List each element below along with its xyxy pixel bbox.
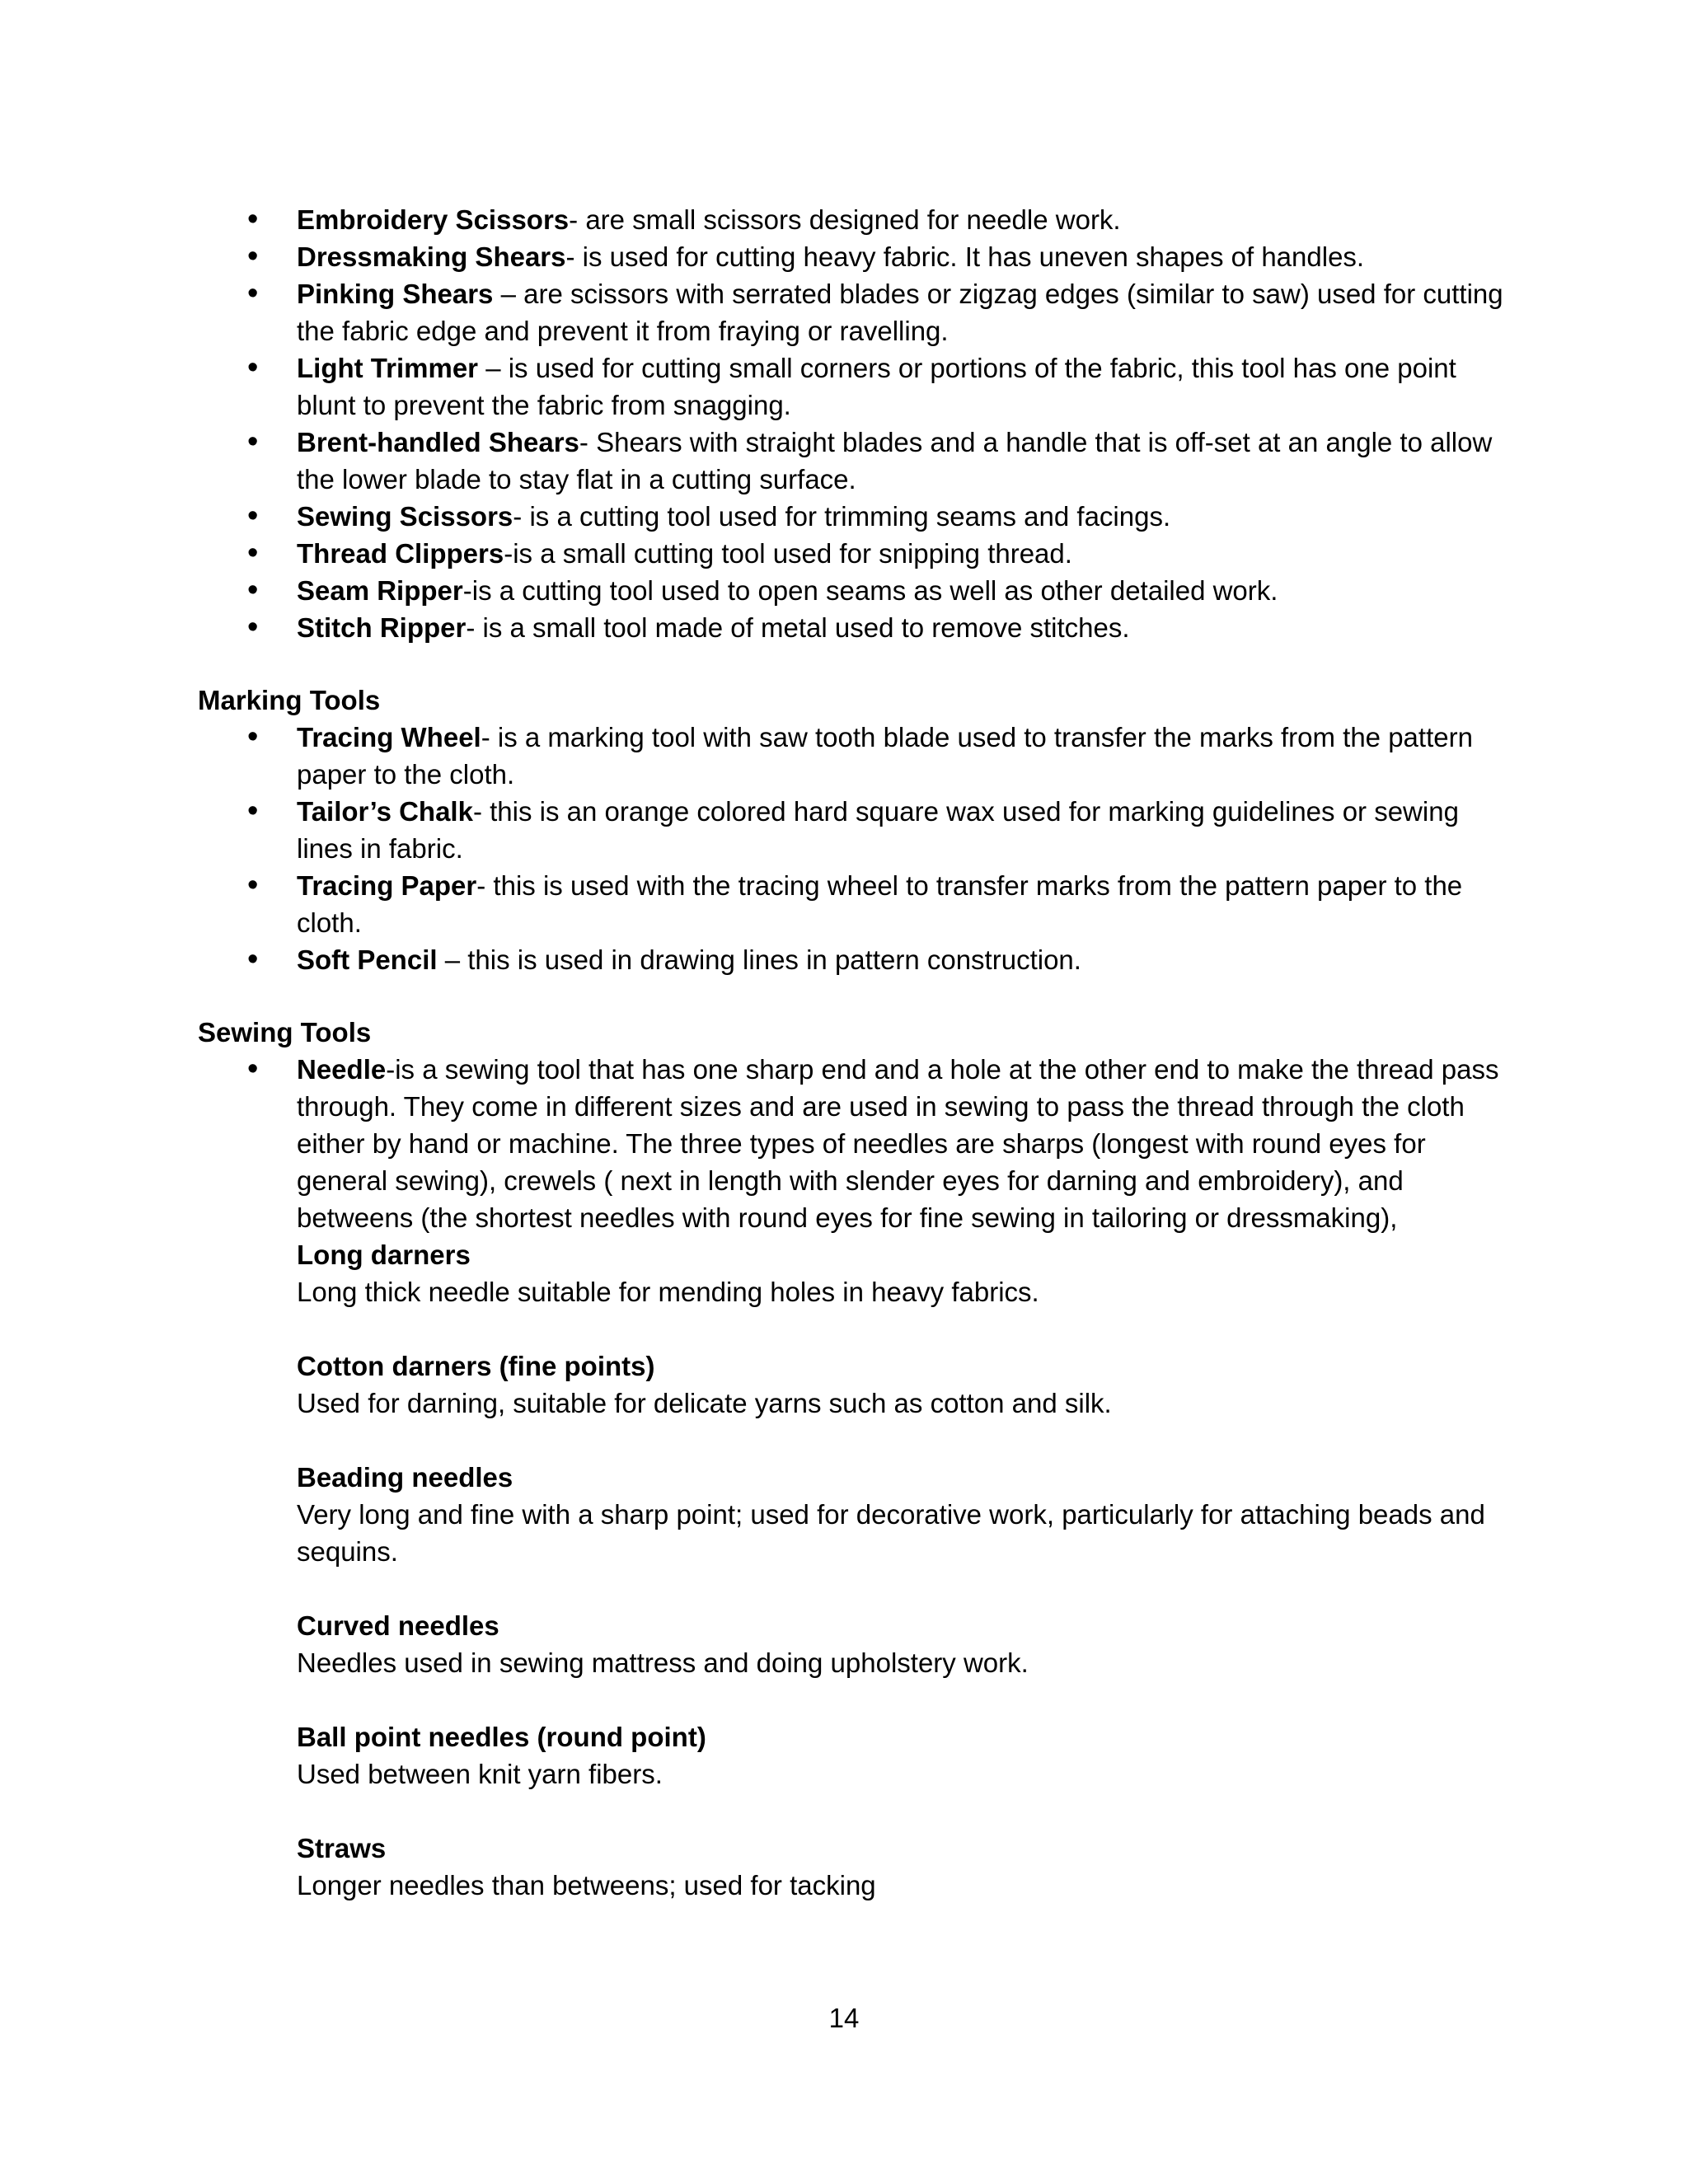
page-number: 14 bbox=[828, 2003, 860, 2033]
needle-type-title: Beading needles bbox=[297, 1462, 513, 1493]
term: Tracing Wheel bbox=[297, 722, 481, 752]
needle-type-description: Very long and fine with a sharp point; used for decorative work, particularly for attaching beads and sequins. bbox=[297, 1499, 1485, 1567]
definition: – is used for cutting small corners or portions of the fabric, this tool has one point blunt to prevent the fabric from snagging. bbox=[297, 353, 1456, 420]
definition: -is a cutting tool used to open seams as well as other detailed work. bbox=[462, 575, 1278, 606]
definition: - this is used with the tracing wheel to transfer marks from the pattern paper to the cloth. bbox=[297, 870, 1463, 938]
section-heading-sewing-tools: Sewing Tools bbox=[198, 1017, 372, 1047]
list-item bbox=[198, 867, 1517, 941]
list-item bbox=[198, 275, 1517, 349]
spacer bbox=[297, 1793, 1517, 1830]
term: Seam Ripper bbox=[297, 575, 463, 606]
term: Soft Pencil bbox=[297, 944, 438, 975]
definition: - is a small tool made of metal used to remove stitches. bbox=[466, 612, 1130, 643]
definition: - is a cutting tool used for trimming seams and facings. bbox=[513, 501, 1171, 532]
needle-type-description: Longer needles than betweens; used for tacking bbox=[297, 1870, 876, 1900]
list-item bbox=[198, 1051, 1517, 1236]
definition: - are small scissors designed for needle work. bbox=[569, 204, 1121, 235]
needle-type-title: Long darners bbox=[297, 1240, 471, 1270]
term: Tailor’s Chalk bbox=[297, 796, 473, 827]
term: Tracing Paper bbox=[297, 870, 477, 901]
spacer bbox=[297, 1422, 1517, 1459]
definition: - is a marking tool with saw tooth blade used to transfer the marks from the pattern paper to the cloth. bbox=[297, 722, 1473, 790]
list-item bbox=[198, 793, 1517, 867]
term: Dressmaking Shears bbox=[297, 241, 566, 272]
definition: -is a sewing tool that has one sharp end and a hole at the other end to make the thread pass through. They come in different sizes and are used in sewing to pass the thread through the cloth either by hand or machine. The three types of needles are sharps (longest with round eyes for general sewing), crewels ( next in length with slender eyes for darning and embroidery), and betweens (the shortest needles with round eyes for fine sewing in tailoring or dressmaking), bbox=[297, 1054, 1499, 1233]
list-item bbox=[198, 349, 1517, 424]
needle-type-title: Cotton darners (fine points) bbox=[297, 1351, 655, 1381]
spacer bbox=[198, 978, 1517, 1014]
term: Pinking Shears bbox=[297, 279, 494, 309]
spacer bbox=[297, 1681, 1517, 1718]
cutting-tools-list bbox=[198, 201, 1517, 646]
term: Embroidery Scissors bbox=[297, 204, 570, 235]
definition: – are scissors with serrated blades or zigzag edges (similar to saw) used for cutting the fabric edge and prevent it from fraying or ravelling. bbox=[297, 279, 1503, 346]
page-content bbox=[198, 201, 1517, 1904]
list-item bbox=[198, 719, 1517, 793]
needle-type-description: Needles used in sewing mattress and doing upholstery work. bbox=[297, 1647, 1029, 1678]
list-item bbox=[198, 572, 1517, 609]
definition: - this is an orange colored hard square wax used for marking guidelines or sewing lines in fabric. bbox=[297, 796, 1459, 864]
definition: -is a small cutting tool used for snipping thread. bbox=[504, 538, 1072, 569]
term: Light Trimmer bbox=[297, 353, 479, 383]
section-heading-marking-tools: Marking Tools bbox=[198, 685, 381, 715]
list-item bbox=[198, 609, 1517, 646]
needle-type-title: Ball point needles (round point) bbox=[297, 1722, 706, 1752]
list-item bbox=[198, 535, 1517, 572]
list-item bbox=[198, 941, 1517, 978]
definition: - is used for cutting heavy fabric. It has uneven shapes of handles. bbox=[565, 241, 1365, 272]
needle-types bbox=[198, 1236, 1517, 1904]
definition: – this is used in drawing lines in pattern construction. bbox=[437, 944, 1081, 975]
term: Brent-handled Shears bbox=[297, 427, 579, 457]
list-item bbox=[198, 201, 1517, 238]
list-item bbox=[198, 498, 1517, 535]
spacer bbox=[297, 1310, 1517, 1347]
term: Thread Clippers bbox=[297, 538, 504, 569]
spacer bbox=[198, 646, 1517, 682]
list-item bbox=[198, 424, 1517, 498]
term: Needle bbox=[297, 1054, 387, 1085]
sewing-tools-list bbox=[198, 1051, 1517, 1236]
needle-type-description: Used for darning, suitable for delicate yarns such as cotton and silk. bbox=[297, 1388, 1112, 1418]
definition: - Shears with straight blades and a handle that is off-set at an angle to allow the lower blade to stay flat in a cutting surface. bbox=[297, 427, 1493, 494]
term: Stitch Ripper bbox=[297, 612, 467, 643]
term: Sewing Scissors bbox=[297, 501, 513, 532]
needle-type-description: Used between knit yarn fibers. bbox=[297, 1759, 663, 1789]
list-item bbox=[198, 238, 1517, 275]
needle-type-title: Curved needles bbox=[297, 1610, 499, 1641]
needle-type-title: Straws bbox=[297, 1833, 387, 1863]
spacer bbox=[297, 1570, 1517, 1607]
marking-tools-list bbox=[198, 719, 1517, 978]
needle-type-description: Long thick needle suitable for mending holes in heavy fabrics. bbox=[297, 1277, 1039, 1307]
